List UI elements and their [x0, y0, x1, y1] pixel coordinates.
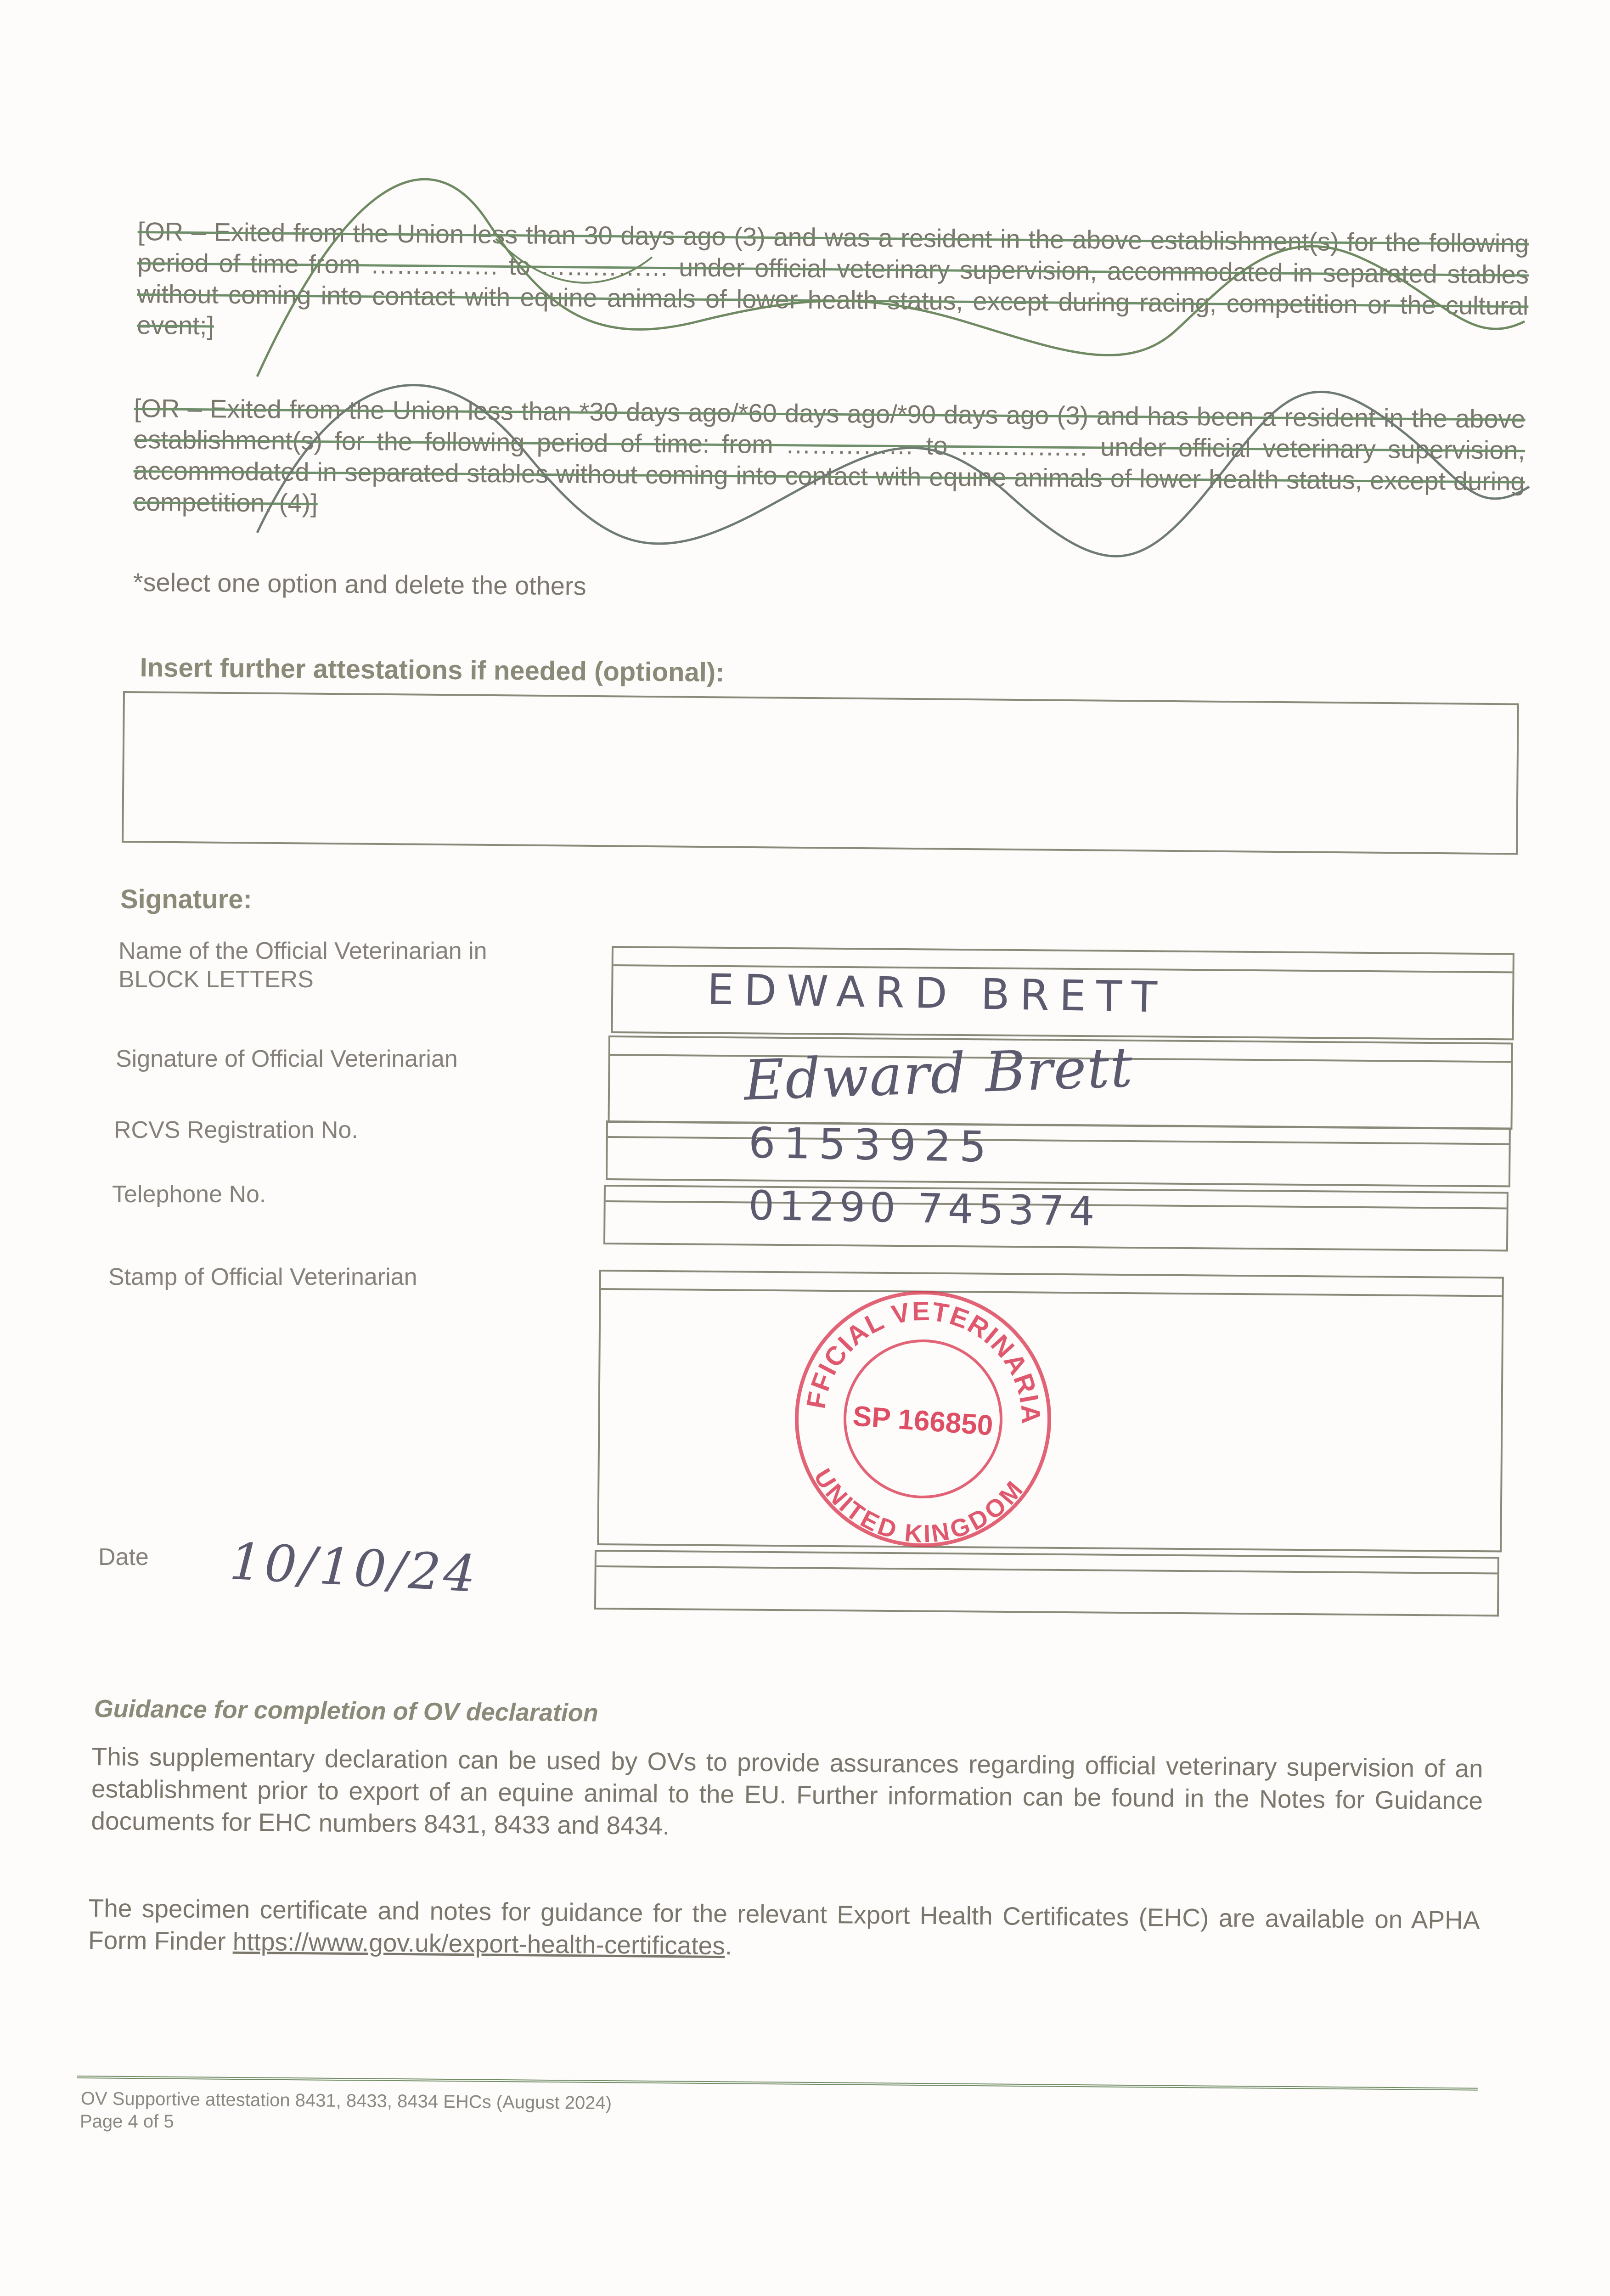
- guidance-para2-suffix: .: [725, 1931, 732, 1960]
- stamp-graphic: [781, 1277, 1061, 1556]
- telephone-label: Telephone No.: [112, 1181, 266, 1208]
- scribble-line-1: [257, 179, 1525, 377]
- date-label: Date: [98, 1544, 149, 1570]
- footer-line-1: OV Supportive attestation 8431, 8433, 8434 EHCs (August 2024): [80, 2088, 612, 2114]
- signature-value: Edward Brett: [743, 1035, 1135, 1113]
- footer-page-number: Page 4 of 5: [80, 2111, 174, 2132]
- guidance-para2-prefix: The specimen certificate and notes for guidance for the relevant Export Health Certificates (EHC) are available on APHA Form Finder: [88, 1894, 1480, 1956]
- official-veterinarian-stamp: [781, 1277, 1065, 1561]
- select-note: *select one option and delete the others: [133, 568, 586, 601]
- guidance-paragraph-1: This supplementary declaration can be used by OVs to provide assurances regarding official veterinary supervision of an establishment prior to export of an equine animal to the EU. Further information can be found in the Notes for Guidance documents for EHC numbers 8431, 8433 and 8434.: [91, 1742, 1483, 1840]
- rcvs-value: 6153925: [748, 1118, 995, 1172]
- stamp-center-text: SP 166850: [851, 1400, 994, 1442]
- rcvs-field[interactable]: [606, 1120, 1511, 1187]
- stamp-bottom-text: UNITED KINGDOM: [808, 1464, 1028, 1548]
- date-field[interactable]: [594, 1550, 1499, 1616]
- further-attestations-heading: Insert further attestations if needed (optional):: [140, 653, 725, 688]
- name-value: EDWARD BRETT: [707, 965, 1168, 1022]
- guidance-paragraph-2: [88, 1892, 1480, 1968]
- or-section-1: [OR – Exited from the Union less than 30 days ago (3) and was a resident in the above establishment(s) for the following period of time from …………… to …………… under official veterinary supervision, accommodated in separated stables without coming into contact with equine animals of lower health status, except during racing, competition or the cultural event;]: [136, 216, 1529, 340]
- further-attestations-box[interactable]: [122, 691, 1519, 855]
- signature-label: Signature of Official Veterinarian: [116, 1046, 458, 1072]
- guidance-heading: Guidance for completion of OV declaration: [94, 1695, 599, 1727]
- footer-rule: [77, 2076, 1478, 2091]
- name-label: Name of the Official Veterinarian in BLOCK LETTERS: [118, 938, 487, 993]
- date-field-inner-line: [597, 1565, 1497, 1574]
- scribble-line-2: [257, 385, 1529, 557]
- signature-heading: Signature:: [120, 884, 252, 914]
- rcvs-label: RCVS Registration No.: [114, 1117, 358, 1143]
- stamp-label: Stamp of Official Veterinarian: [108, 1264, 417, 1290]
- stamp-top-text: OFFICIAL VETERINARIAN: [800, 1296, 1046, 1425]
- rcvs-field-inner-line: [608, 1136, 1509, 1145]
- ehc-link[interactable]: https://www.gov.uk/export-health-certificates: [232, 1927, 726, 1960]
- telephone-value: 01290 745374: [748, 1182, 1100, 1235]
- or-section-2: [OR – Exited from the Union less than *30 days ago/*60 days ago/*90 days ago (3) and has been a resident in the above establishment(s) for the following period of time: from …………… to …………… under official veterinary supervision, accommodated in separated stables without coming into contact with equine animals of lower health status, except during competition. (4)]: [133, 393, 1526, 518]
- date-value: 10/10/24: [228, 1531, 480, 1604]
- deletion-scribble: [0, 0, 1610, 597]
- scribble-line-3: [496, 239, 652, 283]
